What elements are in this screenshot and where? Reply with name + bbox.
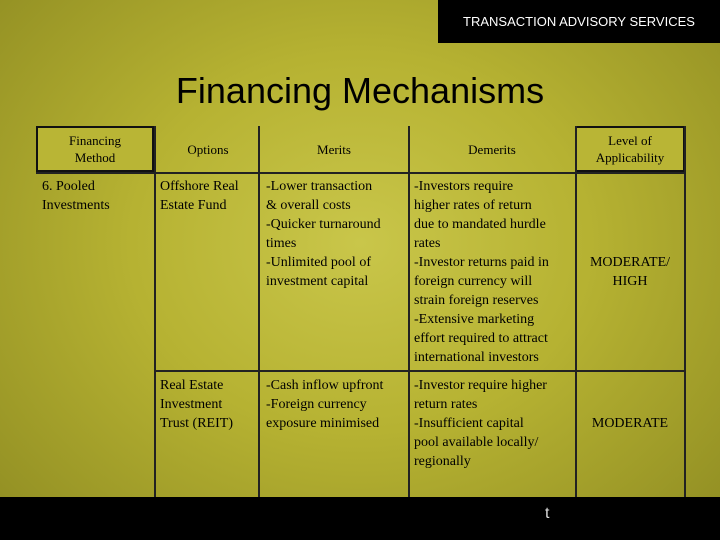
column-header-merits: Merits xyxy=(317,142,351,157)
header-banner xyxy=(438,0,720,43)
level-cell: MODERATE/ HIGH xyxy=(589,255,671,289)
merits-cell: -Cash inflow upfront -Foreign currency exposure minimised xyxy=(266,378,384,431)
table-row-divider xyxy=(154,370,686,372)
column-divider xyxy=(258,126,260,498)
header-label: TRANSACTION ADVISORY SERVICES xyxy=(463,14,695,29)
column-header-options: Options xyxy=(187,142,229,157)
column-divider xyxy=(575,126,577,498)
column-divider xyxy=(408,126,410,498)
merits-cell: -Lower transaction & overall costs -Quicker turnaround times -Unlimited pool of investment capital xyxy=(266,179,381,289)
footer-bar xyxy=(0,497,720,540)
column-header-demerits: Demerits xyxy=(468,142,516,157)
option-cell: Offshore Real Estate Fund xyxy=(160,179,239,213)
column-header-level: Level of Applicability xyxy=(575,126,685,172)
page-title: Financing Mechanisms xyxy=(175,70,545,111)
column-header-financing-method: Financing Method xyxy=(36,126,154,172)
method-cell: 6. Pooled Investments xyxy=(42,179,110,213)
option-cell: Real Estate Investment Trust (REIT) xyxy=(160,378,233,431)
level-cell: MODERATE xyxy=(591,416,669,431)
demerits-cell: -Investors require higher rates of return due to mandated hurdle rates -Investor returns paid in foreign currency will strain foreign reserves -Extensive marketing effort required to attract international investors xyxy=(414,179,549,365)
footer-mark: t xyxy=(545,505,550,522)
demerits-cell: -Investor require higher return rates -Insufficient capital pool available locally/ regionally xyxy=(414,378,547,469)
table-header-divider xyxy=(36,172,686,174)
column-divider xyxy=(154,126,156,498)
table-right-border xyxy=(684,126,686,498)
